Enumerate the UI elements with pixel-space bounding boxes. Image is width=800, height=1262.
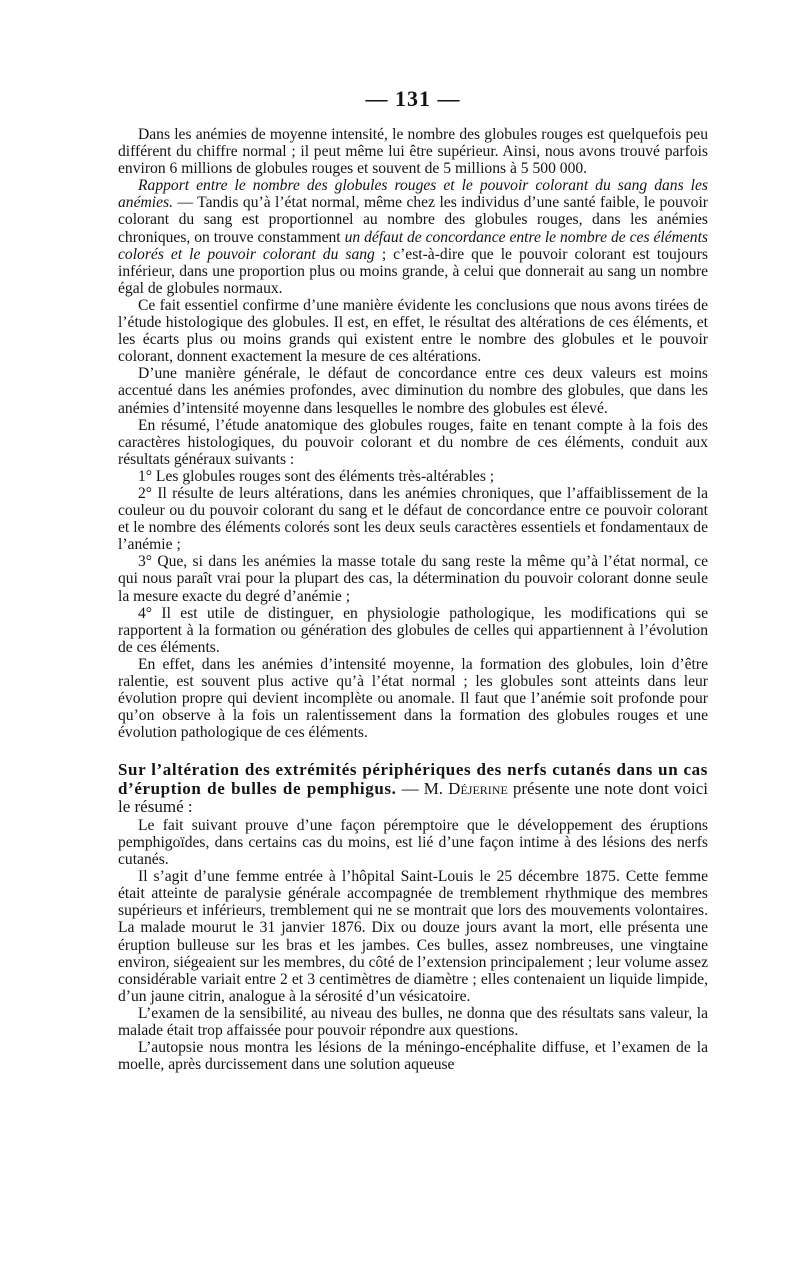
paragraph-general-manner: D’une manière générale, le défaut de concordance entre ces deux valeurs est moins accentué dans les anémies profondes, avec diminution du nombre des globules, que dans les anémies d’intensité moyenne dans lesquelles le nombre des globules est élevé. bbox=[118, 365, 708, 417]
paragraph-autopsy: L’autopsie nous montra les lésions de la méningo-encéphalite diffuse, et l’examen de la moelle, après durcissement dans une solution aqueuse bbox=[118, 1039, 708, 1074]
section-lead-italic: Rapport entre le nombre des globules rouges et le pouvoir colorant du sang dans les anémies. bbox=[118, 177, 708, 212]
section-heading-pemphigus bbox=[118, 761, 708, 817]
conclusion-item-4: 4° Il est utile de distinguer, en physiologie pathologique, les modifications qui se rapportent à la formation ou génération des globules de celles qui appartiennent à l’évolution de ces éléments. bbox=[118, 604, 708, 656]
paragraph-case-description: Il s’agit d’une femme entrée à l’hôpital Saint-Louis le 25 décembre 1875. Cette femme était atteinte de paralysie générale accompagnée de tremblement rhythmique des membres supérieurs et inférieurs, tremblement qui ne se montrait que lors des mouvements volontaires. La malade mourut le 31 janvier 1876. Dix ou douze jours avant la mort, elle présenta une éruption bulleuse sur les bras et les jambes. Ces bulles, assez nombreuses, une vingtaine environ, siégeaient sur les membres, du côté de l’extension principalement ; leur volume assez considérable variait entre 2 et 3 centimètres de diamètre ; elles contenaient un liquide limpide, d’un jaune citrin, analogue à la sérosité d’un vésicatoire. bbox=[118, 868, 708, 1005]
paragraph-text-part: présente une note dont voici le résumé : bbox=[118, 778, 709, 817]
conclusion-item-3: 3° Que, si dans les anémies la masse totale du sang reste la même qu’à l’état normal, ce qui nous paraît vrai pour la plupart des cas, la détermination du pouvoir colorant donne seule la mesure exacte du degré d’anémie ; bbox=[118, 553, 708, 605]
paragraph-ratio-globules-colorant bbox=[118, 177, 708, 297]
paragraph-text-part: — Tandis qu’à l’état normal, même chez les individus d’une santé faible, le pouvoir colorant du sang est proportionnel au nombre des globules rouges, dans les anémies chroniques, on trouve constamment bbox=[118, 194, 708, 246]
paragraph-following-fact: Le fait suivant prouve d’une façon péremptoire que le développement des éruptions pemphigoïdes, dans certains cas du moins, est lié d’une façon intime à des lésions des nerfs cutanés. bbox=[118, 816, 708, 869]
emphasis-italic: un défaut de concordance entre le nombre de ces éléments colorés et le pouvoir colorant du sang bbox=[118, 228, 708, 263]
body-text bbox=[118, 126, 708, 1073]
paragraph-sensibility-exam: L’examen de la sensibilité, au niveau des bulles, ne donna que des résultats sans valeur, la malade était trop affaissée pour pouvoir répondre aux questions. bbox=[118, 1004, 708, 1039]
paragraph-essential-fact: Ce fait essentiel confirme d’une manière évidente les conclusions que nous avons tirées de l’étude histologique des globules. Il est, en effet, le résultat des altérations de ces éléments, et les écarts plus ou moins grands qui existent entre le nombre des globules et le pouvoir colorant, donnent exactement la mesure de ces altérations. bbox=[118, 296, 708, 366]
author-name: M. Déjerine bbox=[423, 778, 508, 798]
paragraph-summary: En résumé, l’étude anatomique des globules rouges, faite en tenant compte à la fois des caractères histologiques, du pouvoir colorant et du nombre de ces éléments, conduit aux résultats généraux suivants : bbox=[118, 416, 708, 468]
paragraph-in-effect: En effet, dans les anémies d’intensité moyenne, la formation des globules, loin d’être ralentie, est souvent plus active qu’à l’état normal ; les globules sont atteints dans leur évolution propre qui devient incomplète ou anomale. Il faut que l’anémie soit profonde pour qu’on observe à la fois un ralentissement dans la formation des globules rouges et une évolution pathologique de ces éléments. bbox=[118, 655, 708, 742]
paragraph-anemia-globules-count: Dans les anémies de moyenne intensité, le nombre des globules rouges est quelquefois peu différent du chiffre normal ; il peut même lui être supérieur. Ainsi, nous avons trouvé parfois environ 6 millions de globules rouges et souvent de 5 millions à 5 500 000. bbox=[118, 126, 708, 178]
section-title: Sur l’altération des extrémités périphériques des nerfs cutanés dans un cas d’éruption de bulles de pemphigus. bbox=[118, 760, 708, 798]
conclusion-item-2: 2° Il résulte de leurs altérations, dans les anémies chroniques, que l’affaiblissement de la couleur ou du pouvoir colorant du sang et le défaut de concordance entre ce pouvoir colorant et le nombre des éléments colorés sont les deux seuls caractères essentiels et fondamentaux de l’anémie ; bbox=[118, 484, 708, 554]
paragraph-text-part: ; c’est-à-dire que le pouvoir colorant est toujours inférieur, dans une proportion plus ou moins grande, à celui que donnerait au sang un nombre égal de globules normaux. bbox=[118, 245, 708, 297]
page-number: — 131 — bbox=[365, 86, 461, 111]
heading-dash: — bbox=[396, 778, 424, 798]
conclusion-item-1: 1° Les globules rouges sont des éléments très-altérables ; bbox=[138, 467, 495, 485]
